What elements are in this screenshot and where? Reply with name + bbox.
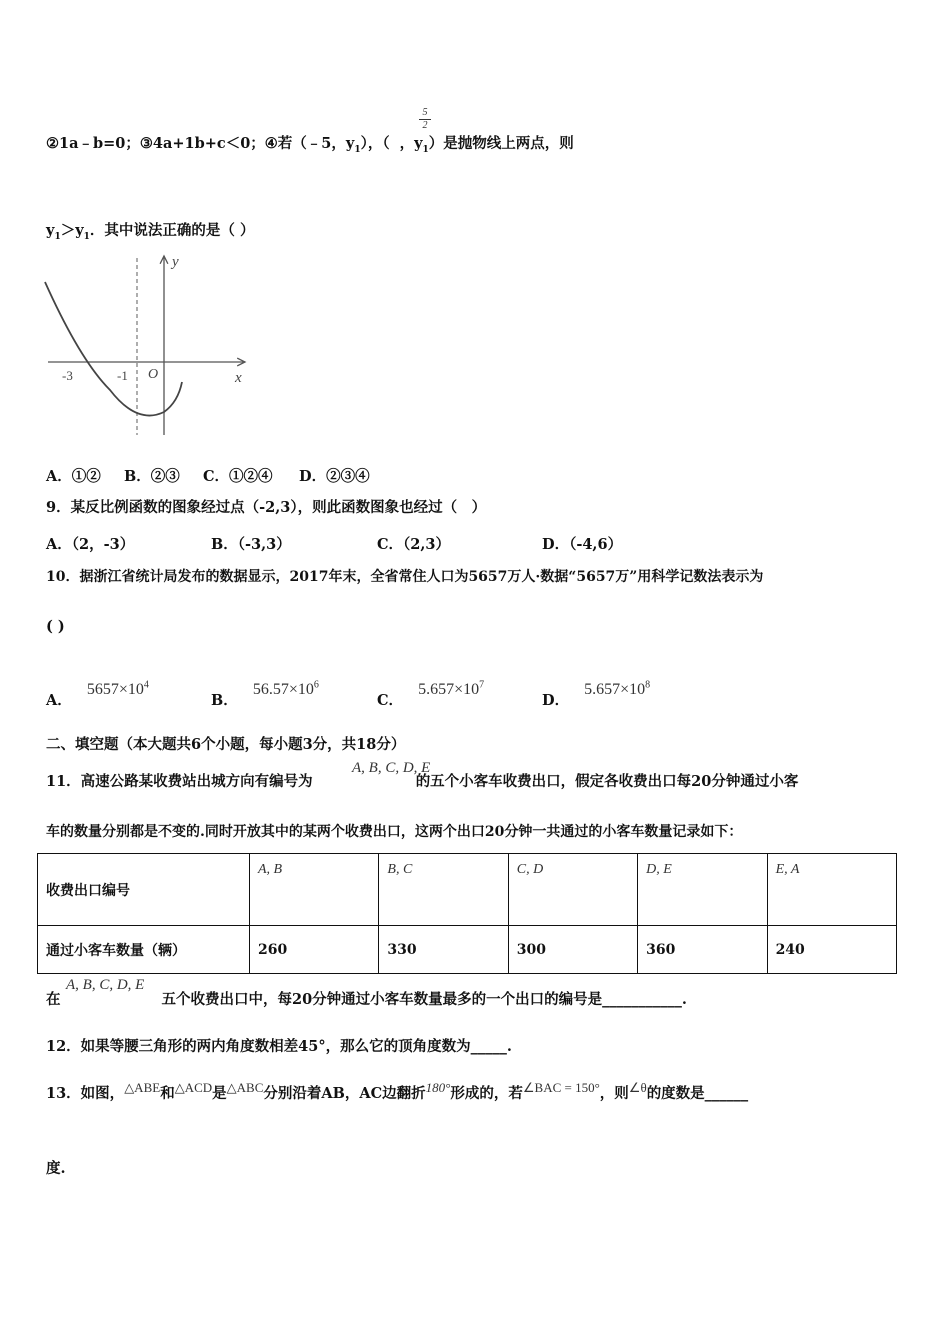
sci-exponent: 7 [479, 679, 485, 691]
option-letter: B． [211, 692, 238, 709]
tick-minus-1: -1 [117, 368, 128, 383]
angle-bac: ∠BAC = 150° [522, 1080, 600, 1095]
q13-text: 分别沿着AB，AC边翻折 [263, 1085, 426, 1102]
q8-line1 [46, 134, 574, 160]
section-2-heading: 二、填空题（本大题共6个小题，每小题3分，共18分） [46, 736, 406, 753]
q10-paren: ( ) [46, 618, 65, 635]
fraction-numerator: 5 [422, 107, 428, 118]
q11-text: 在 [46, 991, 61, 1008]
q11-table [37, 853, 897, 974]
fraction-five-halves [419, 108, 431, 131]
q12-stem: 12．如果等腰三角形的两内角度数相差45°，那么它的顶角度数为_____. [46, 1038, 512, 1055]
q8-text: ），（ [360, 135, 390, 152]
q11-line2: 车的数量分别都是不变的.同时开放其中的某两个收费出口，这两个出口20分钟一共通过的小客车数量记录如下： [46, 824, 743, 840]
sci-exponent: 6 [313, 679, 319, 691]
q13-line1 [46, 1080, 749, 1104]
table-header-cell: A, B [250, 854, 379, 926]
q9-stem: 9．某反比例函数的图象经过点（-2,3），则此函数图象也经过（ ） [46, 499, 487, 516]
triangle-acd: △ACD [174, 1080, 213, 1095]
option-value [584, 681, 650, 698]
option-value [418, 681, 484, 698]
table-value-cell: 300 [508, 926, 637, 974]
sci-base: 5.657×10 [584, 681, 646, 698]
q8-text: ，y [399, 135, 423, 152]
table-header-cell: B, C [379, 854, 508, 926]
q13-text: 13．如图， [46, 1085, 125, 1102]
q11-letters: A, B, C, D, E [352, 760, 431, 776]
parabola-curve [45, 282, 182, 416]
q9-option-c: C．（2,3） [377, 536, 451, 553]
q11-after-letters: A, B, C, D, E [66, 977, 145, 993]
option-value [87, 681, 149, 698]
sci-base: 5657×10 [86, 681, 144, 698]
q8-option-b: B．②③ [124, 468, 180, 485]
triangle-abc: △ABC [226, 1080, 264, 1095]
q10-option-b [211, 678, 319, 709]
origin-label: O [148, 367, 159, 382]
table-value-cell: 260 [250, 926, 379, 974]
subscript: 1 [422, 144, 429, 155]
q11-text: 11．高速公路某收费站出城方向有编号为 [46, 773, 313, 790]
q10-option-d [542, 678, 651, 709]
subscript: 1 [354, 144, 361, 155]
table-value-cell: 240 [767, 926, 896, 974]
table-row-label: 收费出口编号 [38, 854, 250, 926]
q11-question [46, 990, 687, 1010]
q8-text: ．其中说法正确的是（ ） [89, 222, 255, 239]
q11-line1 [46, 772, 798, 792]
q13-text: 形成的，若 [450, 1085, 523, 1102]
q10-stem: 10．据浙江省统计局发布的数据显示，2017年末，全省常住人口为5657万人·数据“5657万”用科学记数法表示为 [46, 569, 764, 585]
table-header-cell: D, E [638, 854, 767, 926]
table-header-cell: C, D [508, 854, 637, 926]
option-value [253, 681, 319, 698]
table-row [38, 926, 897, 974]
fraction-denominator: 2 [422, 120, 428, 131]
q9-option-b: B．（-3,3） [211, 536, 291, 553]
sci-exponent: 8 [645, 679, 651, 691]
y-axis-label: y [172, 254, 179, 270]
sci-base: 56.57×10 [252, 681, 314, 698]
q10-option-c [377, 678, 485, 709]
angle-180: 180° [425, 1080, 451, 1095]
subscript: 1 [54, 231, 61, 242]
table-row [38, 854, 897, 926]
table-value-cell: 360 [638, 926, 767, 974]
q10-option-a [46, 678, 149, 709]
angle-theta: ∠θ [628, 1080, 647, 1095]
option-letter: C． [377, 692, 404, 709]
q9-option-d: D．（-4,6） [542, 536, 623, 553]
sci-base: 5.657×10 [418, 681, 480, 698]
q13-text: ，则 [599, 1085, 629, 1102]
q11-text: 的五个小客车收费出口，假定各收费出口每20分钟通过小客 [415, 773, 799, 790]
q13-line2: 度. [46, 1160, 66, 1177]
q9-option-a: A．（2，-3） [46, 536, 135, 553]
q8-option-c: C．①②④ [203, 468, 273, 485]
q8-text: y [46, 222, 55, 239]
option-letter: A． [46, 692, 72, 709]
q13-text: 是 [212, 1085, 227, 1102]
q13-text: 的度数是______ [646, 1085, 749, 1102]
q8-text: ②1a﹣b=0；③4a+1b+c＜0；④若（﹣5，y [46, 135, 355, 152]
table-row-label: 通过小客车数量（辆） [38, 926, 250, 974]
q8-text: ＞y [60, 222, 84, 239]
q13-text: 和 [160, 1085, 175, 1102]
table-value-cell: 330 [379, 926, 508, 974]
subscript: 1 [83, 231, 90, 242]
q8-text: ）是抛物线上两点，则 [428, 135, 574, 152]
sci-exponent: 4 [143, 679, 149, 691]
q8-option-d: D．②③④ [299, 468, 370, 485]
option-letter: D． [542, 692, 570, 709]
x-axis-label: x [235, 370, 242, 386]
table-header-cell: E, A [767, 854, 896, 926]
q8-option-a: A．①② [46, 468, 101, 485]
parabola-graph [40, 250, 255, 440]
tick-minus-3: -3 [62, 368, 73, 383]
q8-line2 [46, 221, 254, 247]
q11-text: 五个收费出口中，每20分钟通过小客车数量最多的一个出口的编号是___________. [161, 991, 687, 1008]
triangle-abe: △ABE [124, 1080, 161, 1095]
